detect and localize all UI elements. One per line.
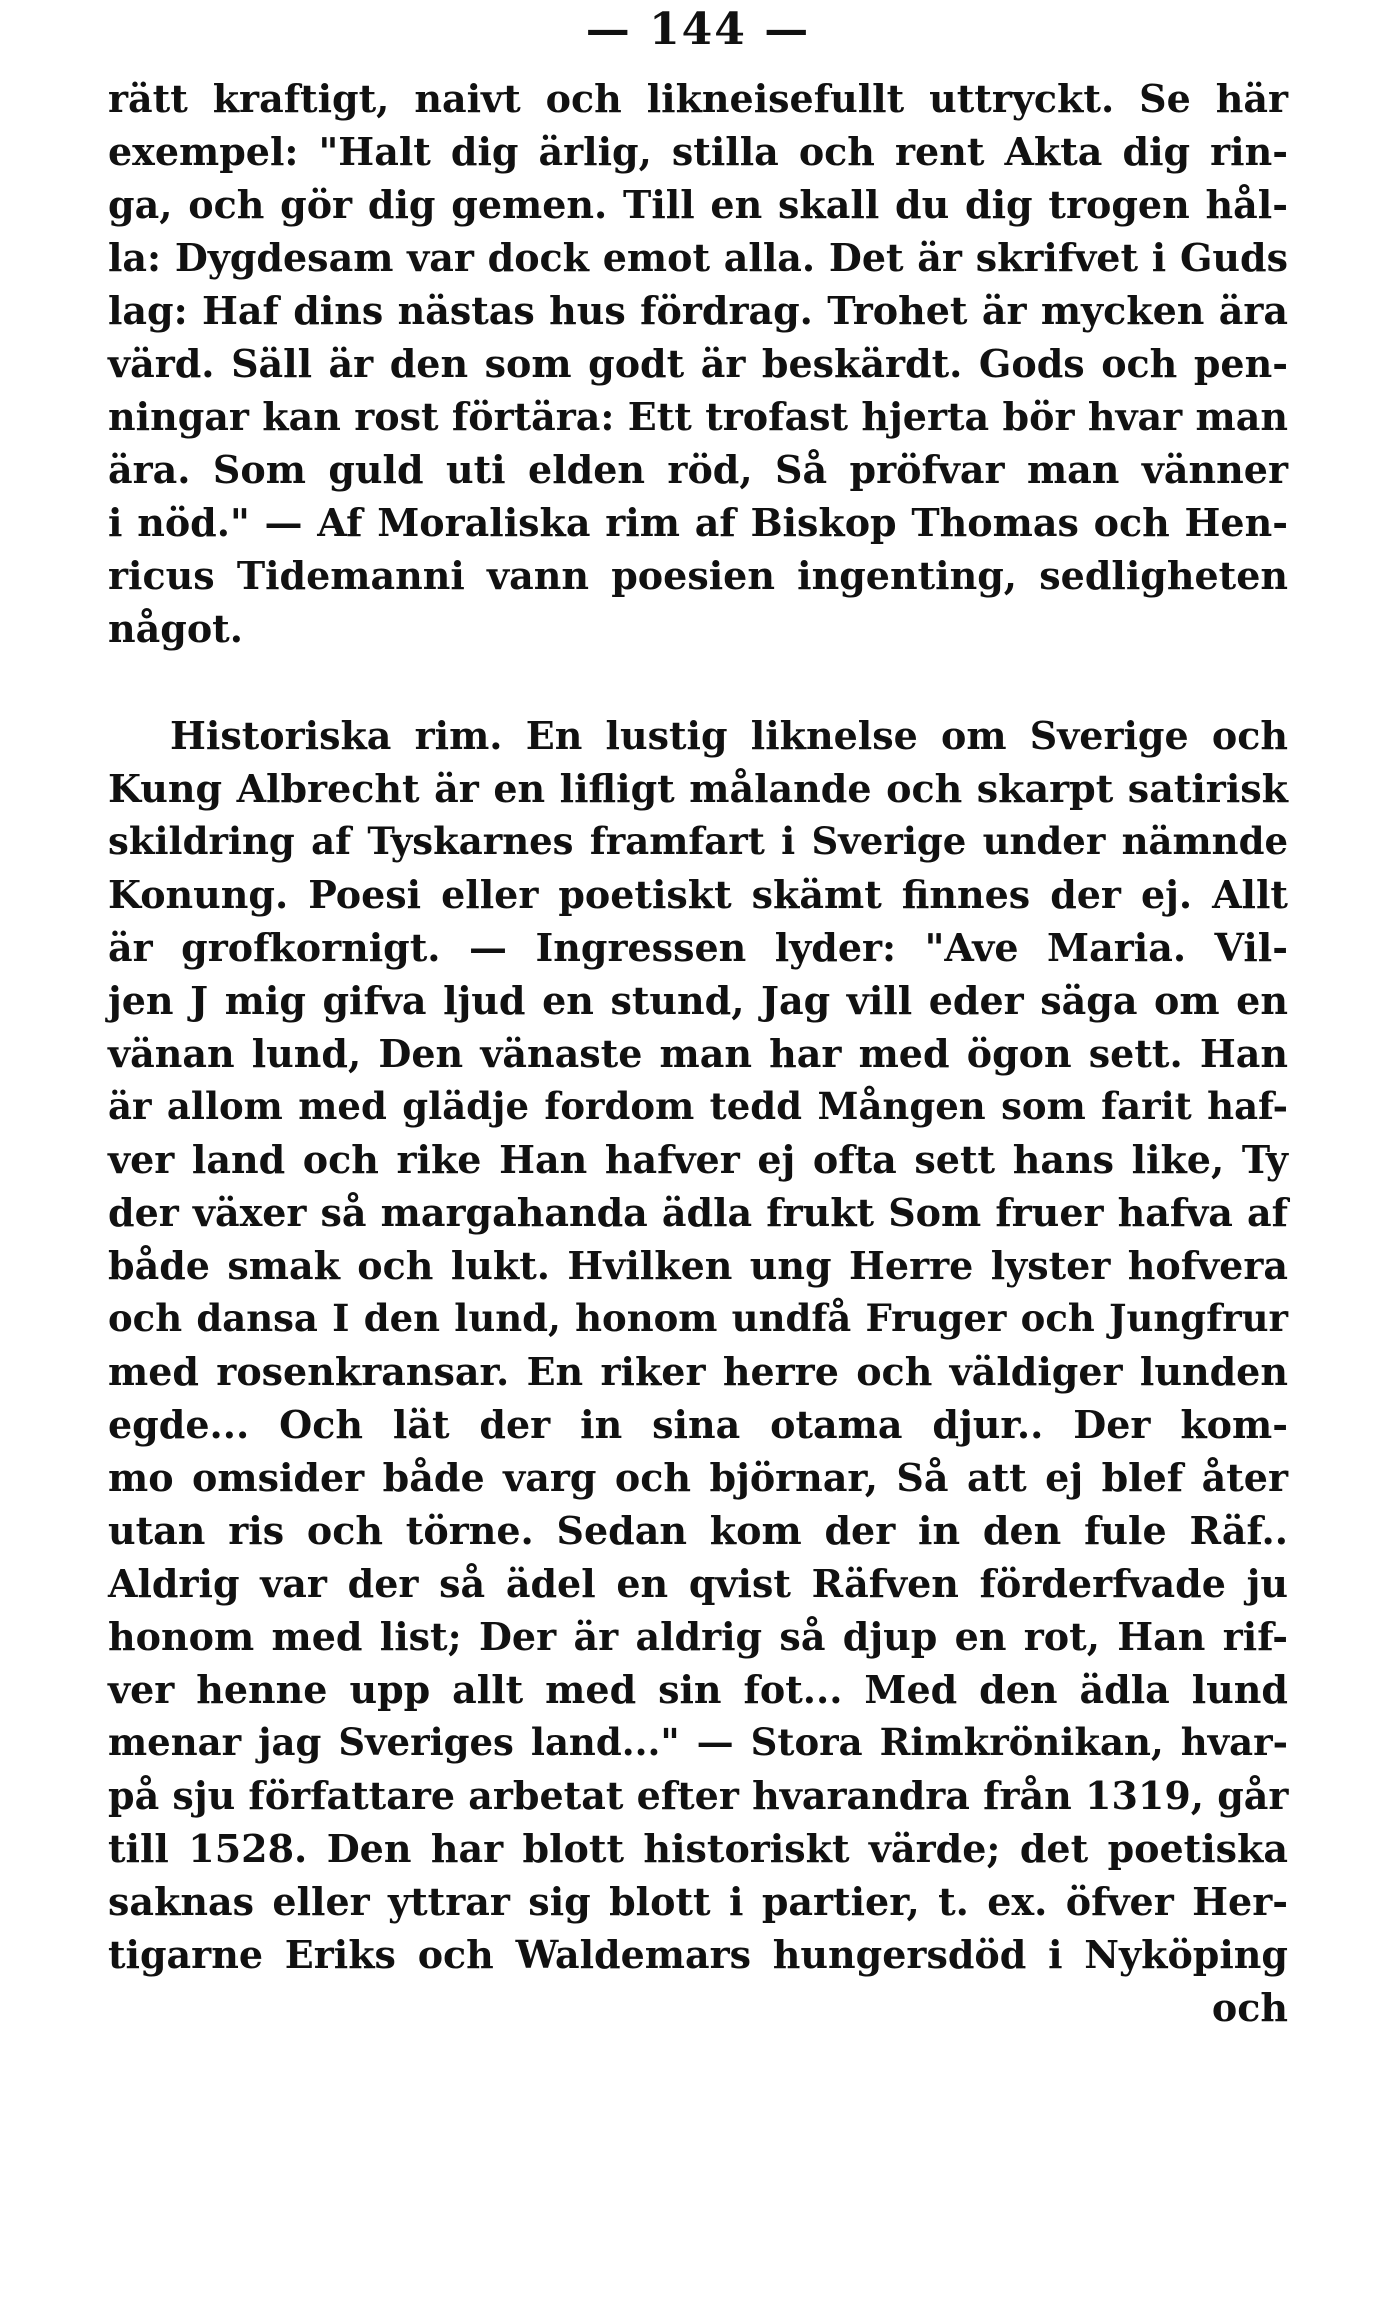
text-line: värd. Säll är den som godt är beskärdt. Gods och pen- (108, 341, 1288, 386)
text-line: ricus Tidemanni vann poesien ingenting, sedligheten (108, 553, 1288, 598)
text-line: Aldrig var der så ädel en qvist Räfven förderfvade ju (108, 1561, 1288, 1606)
text-line: i nöd." — Af Moraliska rim af Biskop Thomas och Hen- (108, 500, 1288, 545)
text-line: lag: Haf dins nästas hus fördrag. Trohet är mycken ära (108, 288, 1288, 333)
text-line: vänan lund, Den vänaste man har med ögon sett. Han (108, 1031, 1288, 1076)
paragraph-moraliska-rim (108, 72, 1288, 655)
text-line: med rosenkransar. En riker herre och väldiger lunden (108, 1349, 1288, 1394)
text-line: mo omsider både varg och björnar, Så att ej blef åter (108, 1455, 1288, 1500)
text-line: Historiska rim. En lustig liknelse om Sverige och (170, 713, 1288, 758)
text-line: ära. Som guld uti elden röd, Så pröfvar man vänner (108, 447, 1288, 492)
text-line: exempel: "Halt dig ärlig, stilla och rent Akta dig rin- (108, 129, 1288, 174)
text-line: och dansa I den lund, honom undfå Fruger och Jungfrur (108, 1296, 1288, 1340)
catchword: och (1211, 1985, 1288, 2030)
text-line: är grofkornigt. — Ingressen lyder: "Ave Maria. Vil- (108, 925, 1288, 970)
text-line: skildring af Tyskarnes framfart i Sverige under nämnde (108, 819, 1288, 863)
text-line: egde... Och lät der in sina otama djur.. Der kom- (108, 1402, 1288, 1447)
text-line: saknas eller yttrar sig blott i partier, t. ex. öfver Her- (108, 1879, 1288, 1924)
text-line: Kung Albrecht är en lifligt målande och skarpt satirisk (108, 766, 1288, 811)
text-line: honom med list; Der är aldrig så djup en rot, Han rif- (108, 1614, 1288, 1659)
book-page (108, 0, 1288, 2302)
text-line: der växer så margahanda ädla frukt Som fruer hafva af (108, 1190, 1288, 1235)
text-line: är allom med glädje fordom tedd Mången som farit haf- (108, 1084, 1288, 1128)
text-line: tigarne Eriks och Waldemars hungersdöd i Nyköping (108, 1932, 1288, 1977)
text-line: menar jag Sveriges land..." — Stora Rimkrönikan, hvar- (108, 1720, 1288, 1764)
text-line: rätt kraftigt, naivt och likneisefullt uttryckt. Se här (108, 76, 1288, 121)
text-line: något. (108, 606, 243, 651)
text-line: ningar kan rost förtära: Ett trofast hjerta bör hvar man (108, 394, 1288, 439)
body-text (108, 72, 1288, 2034)
text-line: la: Dygdesam var dock emot alla. Det är skrifvet i Guds (108, 235, 1288, 280)
text-line: utan ris och törne. Sedan kom der in den fule Räf.. (108, 1508, 1288, 1553)
text-line: både smak och lukt. Hvilken ung Herre lyster hofvera (108, 1243, 1288, 1288)
text-line: på sju författare arbetat efter hvarandra från 1319, går (108, 1773, 1289, 1818)
page-number: — 144 — (585, 4, 811, 55)
text-line: till 1528. Den har blott historiskt värde; det poetiska (108, 1826, 1288, 1871)
text-line: ga, och gör dig gemen. Till en skall du dig trogen hål- (108, 182, 1288, 227)
text-line: ver henne upp allt med sin fot... Med den ädla lund (108, 1667, 1288, 1712)
paragraph-historiska-rim (108, 709, 1288, 2034)
text-line: jen J mig gifva ljud en stund, Jag vill eder säga om en (108, 978, 1288, 1023)
text-line: ver land och rike Han hafver ej ofta sett hans like, Ty (108, 1137, 1288, 1182)
text-line: Konung. Poesi eller poetiskt skämt finnes der ej. Allt (108, 872, 1288, 917)
